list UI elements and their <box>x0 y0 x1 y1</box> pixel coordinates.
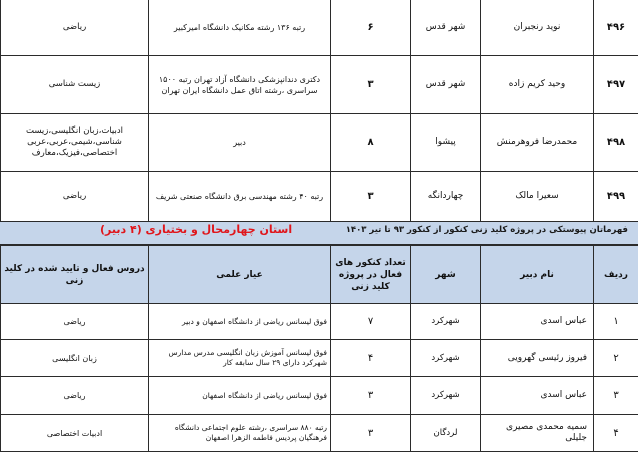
exam-count: ۳ <box>331 377 411 415</box>
city: شهرکرد <box>411 340 481 377</box>
lessons: ادبیات اختصاصی <box>1 415 149 452</box>
city: شهرکرد <box>411 304 481 340</box>
teacher-name: عباس اسدی <box>481 304 594 340</box>
table-row <box>1 0 638 56</box>
city: چهاردانگه <box>411 172 481 222</box>
academic-criteria: دبیر <box>149 114 331 172</box>
lessons: زبان انگلیسی <box>1 340 149 377</box>
table-row <box>1 114 638 172</box>
header-exam-count: تعداد کنکور های فعال در پروژه کلید زنی <box>331 246 411 304</box>
table-row <box>1 340 638 377</box>
banner-title: فهرماتان پیوستکی در پروژه کلید زنی کنکور از کنکور ۹۳ تا تیر ۱۴۰۳ <box>345 225 628 235</box>
table-row <box>1 377 638 415</box>
header-academic-criteria: عیار علمی <box>149 246 331 304</box>
exam-count: ۳ <box>331 172 411 222</box>
province-banner <box>0 221 638 245</box>
teacher-name: وحید کریم زاده <box>481 56 594 114</box>
academic-criteria: فوق لیسانس ریاضی از دانشگاه اصفهان <box>149 377 331 415</box>
academic-criteria: رتبه ۴۰ رشته مهندسی برق دانشگاه صنعتی شریف <box>149 172 331 222</box>
lessons: ریاضی <box>1 377 149 415</box>
table-row <box>1 415 638 452</box>
province-title: استان چهارمحال و بختیاری (۴ دبیر) <box>100 223 293 236</box>
exam-count: ۳ <box>331 415 411 452</box>
academic-criteria: رتبه ۸۸۰ سراسری ،رشته علوم اجتماعی دانشگاه فرهنگیان پردیس فاطمه الزهرا اصفهان <box>149 415 331 452</box>
teacher-name: محمدرضا فروهرمنش <box>481 114 594 172</box>
row-number: ۴۹۹ <box>594 172 638 222</box>
teacher-name: سمیه محمدی مصیری جلیلی <box>481 415 594 452</box>
academic-criteria: رتبه ۱۳۶ رشته مکانیک دانشگاه امیرکبیر <box>149 0 331 56</box>
row-number: ۱ <box>594 304 638 340</box>
teachers-table-continued <box>0 0 638 222</box>
row-number: ۴۹۸ <box>594 114 638 172</box>
city: شهر قدس <box>411 0 481 56</box>
table-row <box>1 304 638 340</box>
academic-criteria: فوق لیسانس ریاضی از دانشگاه اصفهان و دبیر <box>149 304 331 340</box>
table-row <box>1 172 638 222</box>
header-row-number: ردیف <box>594 246 638 304</box>
header-lessons: دروس فعال و تایید شده در کلید زنی <box>1 246 149 304</box>
lessons: ریاضی <box>1 304 149 340</box>
academic-criteria: دکتری دندانپزشکی دانشگاه آزاد تهران رتبه ۱۵۰۰ سراسری ،رشته اتاق عمل دانشگاه ایران تهران <box>149 56 331 114</box>
row-number: ۴۹۶ <box>594 0 638 56</box>
table-row <box>1 56 638 114</box>
academic-criteria: فوق لیسانس آموزش زبان انگلیسی مدرس مدارس شهرکرد دارای ۲۹ سال سابقه کار <box>149 340 331 377</box>
row-number: ۴۹۷ <box>594 56 638 114</box>
city: لردگان <box>411 415 481 452</box>
city: شهر قدس <box>411 56 481 114</box>
row-number: ۲ <box>594 340 638 377</box>
row-number: ۴ <box>594 415 638 452</box>
lessons: ادبیات،زبان انگلیسی،زیست شناسی،شیمی،عربی،عربی اختصاصی،فیزیک،معارف <box>1 114 149 172</box>
city: شهرکرد <box>411 377 481 415</box>
exam-count: ۴ <box>331 340 411 377</box>
exam-count: ۸ <box>331 114 411 172</box>
teacher-name: نوید رنجبران <box>481 0 594 56</box>
header-teacher-name: نام دبیر <box>481 246 594 304</box>
row-number: ۳ <box>594 377 638 415</box>
exam-count: ۳ <box>331 56 411 114</box>
header-city: شهر <box>411 246 481 304</box>
teacher-name: عباس اسدی <box>481 377 594 415</box>
lessons: زیست شناسی <box>1 56 149 114</box>
teacher-name: فیروز رئیسی گهرویی <box>481 340 594 377</box>
lessons: ریاضی <box>1 0 149 56</box>
table-header-row <box>1 246 638 304</box>
lessons: ریاضی <box>1 172 149 222</box>
province-teachers-table <box>0 245 638 452</box>
exam-count: ۶ <box>331 0 411 56</box>
city: پیشوا <box>411 114 481 172</box>
exam-count: ۷ <box>331 304 411 340</box>
teacher-name: سعیرا مالک <box>481 172 594 222</box>
